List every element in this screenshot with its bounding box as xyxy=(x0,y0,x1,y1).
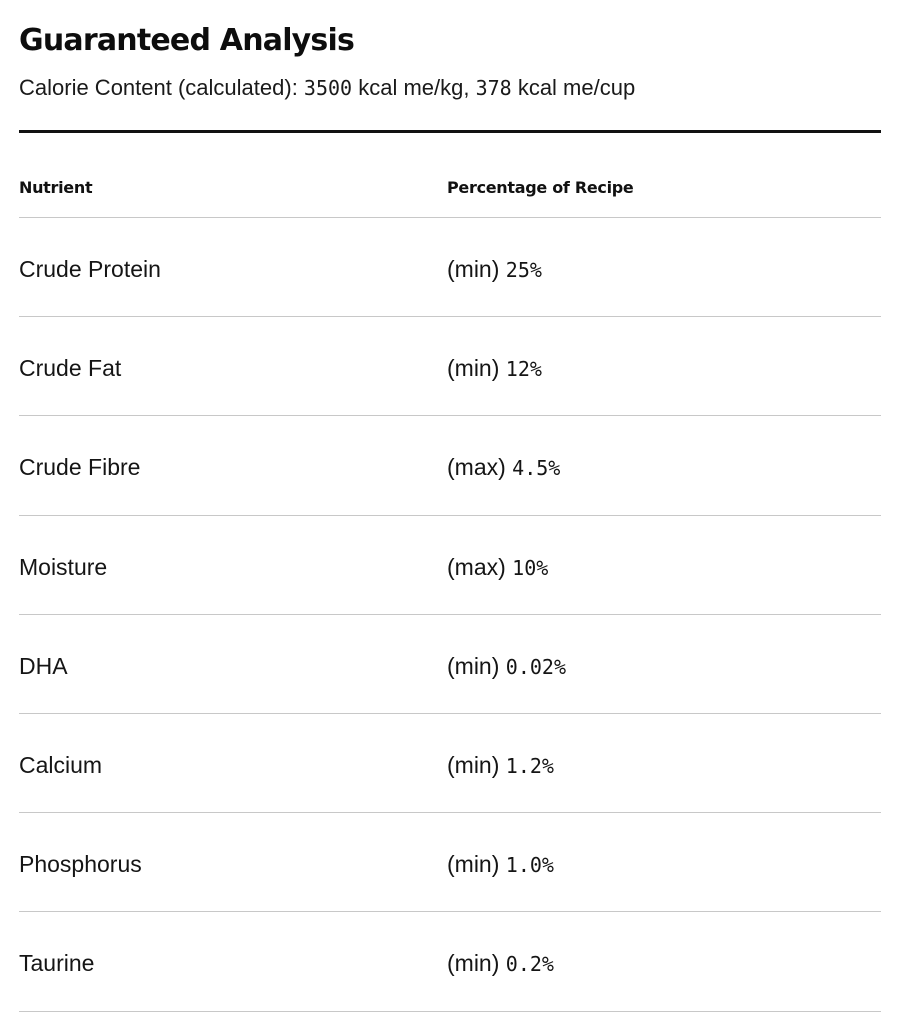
calorie-cup-unit: kcal me/cup xyxy=(511,75,636,100)
percentage-value: 0.2% xyxy=(505,952,554,977)
table-header-row xyxy=(19,133,881,218)
nutrient-percentage xyxy=(447,453,560,482)
column-header-percentage: Percentage of Recipe xyxy=(447,178,634,197)
percentage-value: 10% xyxy=(512,555,549,580)
percentage-qualifier: (max) xyxy=(447,553,513,580)
calorie-cup-value: 378 xyxy=(475,76,512,100)
nutrient-percentage xyxy=(447,652,566,681)
nutrient-table xyxy=(19,133,881,1012)
percentage-qualifier: (min) xyxy=(447,851,506,878)
calorie-content-label: Calorie Content (calculated): xyxy=(19,75,304,100)
table-row xyxy=(19,813,881,912)
nutrient-percentage xyxy=(447,949,554,978)
table-row xyxy=(19,615,881,714)
nutrient-name: Crude Protein xyxy=(19,256,161,282)
percentage-value: 25% xyxy=(505,258,542,282)
nutrient-name: Crude Fat xyxy=(19,355,122,382)
column-header-nutrient: Nutrient xyxy=(19,178,93,197)
nutrient-name: Crude Fibre xyxy=(19,454,141,481)
nutrient-percentage xyxy=(447,354,542,383)
table-row xyxy=(19,317,881,416)
percentage-qualifier: (min) xyxy=(447,950,506,977)
nutrient-percentage xyxy=(447,751,554,780)
nutrient-percentage xyxy=(447,553,548,582)
percentage-value: 0.02% xyxy=(505,654,566,679)
percentage-qualifier: (min) xyxy=(447,256,506,282)
percentage-value: 1.2% xyxy=(505,753,554,778)
percentage-value: 12% xyxy=(505,357,542,382)
calorie-kg-value: 3500 xyxy=(303,76,353,100)
percentage-qualifier: (max) xyxy=(447,454,513,481)
section-title: Guaranteed Analysis xyxy=(19,23,355,58)
calorie-kg-unit: kcal me/kg, xyxy=(352,75,476,100)
nutrient-percentage xyxy=(447,255,542,284)
nutrient-name: Moisture xyxy=(19,553,108,580)
percentage-value: 1.0% xyxy=(505,853,554,878)
nutrient-name: Taurine xyxy=(19,950,95,977)
nutrient-name: DHA xyxy=(19,652,68,679)
table-row xyxy=(19,218,881,317)
nutrient-percentage xyxy=(447,850,554,879)
percentage-qualifier: (min) xyxy=(447,652,506,679)
percentage-qualifier: (min) xyxy=(447,751,506,778)
table-row xyxy=(19,516,881,615)
table-row xyxy=(19,714,881,813)
percentage-value: 4.5% xyxy=(512,456,561,481)
nutrient-name: Calcium xyxy=(19,751,103,778)
table-row xyxy=(19,912,881,1011)
percentage-qualifier: (min) xyxy=(447,355,506,382)
nutrient-name: Phosphorus xyxy=(19,851,142,878)
table-row xyxy=(19,416,881,515)
calorie-content xyxy=(19,74,635,102)
